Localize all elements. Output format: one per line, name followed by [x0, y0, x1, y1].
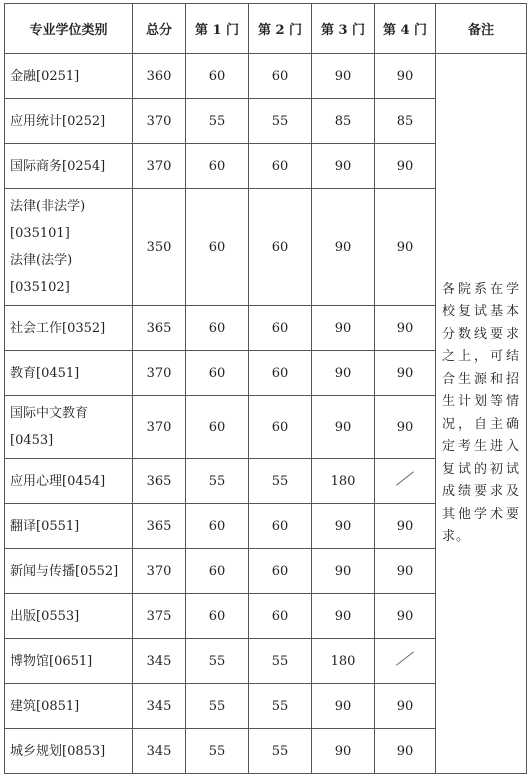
category-cell: 翻译[0551] [5, 504, 133, 549]
score-table-wrapper [4, 3, 527, 774]
subject-4-cell: 90 [375, 144, 436, 189]
subject-1-cell: 60 [186, 144, 249, 189]
category-cell: 教育[0451] [5, 351, 133, 396]
header-subject-2: 第 2 门 [249, 4, 312, 54]
category-line: 法律(非法学) [10, 199, 86, 214]
category-cell: 建筑[0851] [5, 684, 133, 729]
subject-2-cell: 60 [249, 594, 312, 639]
subject-4-cell: 90 [375, 54, 436, 99]
total-cell: 365 [133, 504, 186, 549]
subject-4-cell: 90 [375, 504, 436, 549]
subject-3-cell: 90 [312, 396, 375, 459]
subject-3-cell: 90 [312, 54, 375, 99]
header-total: 总分 [133, 4, 186, 54]
subject-3-cell: 90 [312, 684, 375, 729]
subject-1-cell: 55 [186, 729, 249, 774]
category-cell: 新闻与传播[0552] [5, 549, 133, 594]
subject-4-cell: 90 [375, 684, 436, 729]
category-line: [035102] [10, 280, 70, 295]
subject-3-cell: 90 [312, 729, 375, 774]
category-cell: 金融[0251] [5, 54, 133, 99]
total-cell: 370 [133, 549, 186, 594]
category-line: [035101] [10, 226, 70, 241]
subject-4-cell-empty [375, 459, 436, 504]
category-cell: 应用心理[0454] [5, 459, 133, 504]
table-row [5, 54, 527, 99]
subject-3-cell: 90 [312, 306, 375, 351]
subject-2-cell: 55 [249, 684, 312, 729]
category-cell-multiline [5, 396, 133, 459]
subject-3-cell: 90 [312, 144, 375, 189]
category-cell: 社会工作[0352] [5, 306, 133, 351]
subject-3-cell: 90 [312, 594, 375, 639]
category-cell-multiline [5, 189, 133, 306]
subject-2-cell: 60 [249, 189, 312, 306]
category-cell: 博物馆[0651] [5, 639, 133, 684]
subject-2-cell: 60 [249, 351, 312, 396]
subject-4-cell: 90 [375, 549, 436, 594]
total-cell: 345 [133, 729, 186, 774]
total-cell: 360 [133, 54, 186, 99]
subject-1-cell: 60 [186, 504, 249, 549]
total-cell: 370 [133, 144, 186, 189]
category-line: 国际中文教育 [10, 406, 89, 421]
category-cell: 出版[0553] [5, 594, 133, 639]
subject-2-cell: 55 [249, 639, 312, 684]
subject-3-cell: 85 [312, 99, 375, 144]
category-cell: 应用统计[0252] [5, 99, 133, 144]
total-cell: 345 [133, 639, 186, 684]
subject-1-cell: 55 [186, 639, 249, 684]
not-applicable-slash-icon [395, 469, 415, 489]
header-subject-1: 第 1 门 [186, 4, 249, 54]
subject-1-cell: 60 [186, 396, 249, 459]
subject-1-cell: 60 [186, 189, 249, 306]
category-line: [0453] [10, 433, 54, 448]
subject-3-cell: 90 [312, 504, 375, 549]
category-cell: 城乡规划[0853] [5, 729, 133, 774]
subject-3-cell: 90 [312, 189, 375, 306]
subject-2-cell: 60 [249, 504, 312, 549]
subject-1-cell: 60 [186, 549, 249, 594]
subject-4-cell: 90 [375, 306, 436, 351]
subject-1-cell: 60 [186, 54, 249, 99]
subject-4-cell: 90 [375, 729, 436, 774]
subject-3-cell: 90 [312, 351, 375, 396]
header-subject-4: 第 4 门 [375, 4, 436, 54]
not-applicable-slash-icon [395, 649, 415, 669]
subject-1-cell: 60 [186, 594, 249, 639]
header-note: 备注 [436, 4, 527, 54]
total-cell: 345 [133, 684, 186, 729]
subject-1-cell: 55 [186, 99, 249, 144]
header-row [5, 4, 527, 54]
subject-4-cell: 90 [375, 351, 436, 396]
subject-2-cell: 55 [249, 459, 312, 504]
subject-3-cell: 90 [312, 549, 375, 594]
subject-1-cell: 60 [186, 351, 249, 396]
subject-3-cell: 180 [312, 459, 375, 504]
subject-2-cell: 60 [249, 144, 312, 189]
total-cell: 370 [133, 351, 186, 396]
subject-2-cell: 60 [249, 396, 312, 459]
total-cell: 375 [133, 594, 186, 639]
subject-4-cell: 85 [375, 99, 436, 144]
subject-1-cell: 55 [186, 684, 249, 729]
subject-4-cell-empty [375, 639, 436, 684]
header-category: 专业学位类别 [5, 4, 133, 54]
subject-4-cell: 90 [375, 396, 436, 459]
subject-2-cell: 55 [249, 99, 312, 144]
category-cell: 国际商务[0254] [5, 144, 133, 189]
header-subject-3: 第 3 门 [312, 4, 375, 54]
score-table [4, 3, 527, 774]
category-line: 法律(法学) [10, 253, 73, 268]
total-cell: 350 [133, 189, 186, 306]
subject-3-cell: 180 [312, 639, 375, 684]
subject-2-cell: 60 [249, 549, 312, 594]
total-cell: 365 [133, 306, 186, 351]
subject-1-cell: 55 [186, 459, 249, 504]
subject-4-cell: 90 [375, 594, 436, 639]
subject-2-cell: 60 [249, 54, 312, 99]
subject-4-cell: 90 [375, 189, 436, 306]
total-cell: 365 [133, 459, 186, 504]
total-cell: 370 [133, 396, 186, 459]
subject-2-cell: 55 [249, 729, 312, 774]
note-cell: 各院系在学校复试基本分数线要求之上，可结合生源和招生计划等情况，自主确定考生进入复试的初试成绩要求及其他学术要求。 [436, 54, 527, 774]
total-cell: 370 [133, 99, 186, 144]
subject-2-cell: 60 [249, 306, 312, 351]
subject-1-cell: 60 [186, 306, 249, 351]
